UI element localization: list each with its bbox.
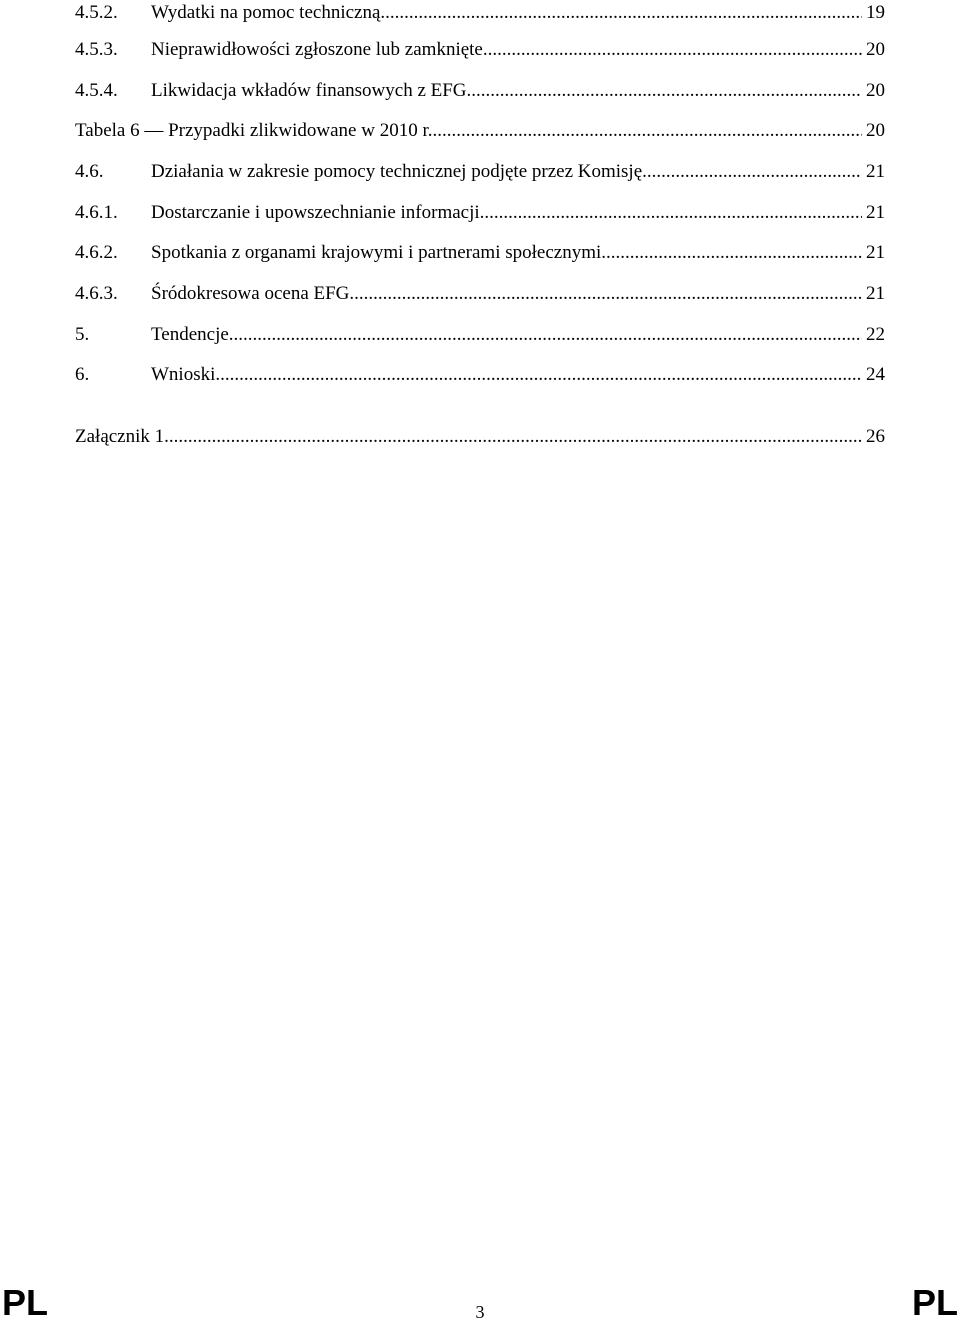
toc-dot-leader <box>480 200 862 226</box>
toc-dot-leader <box>229 322 862 348</box>
toc-dot-leader <box>349 281 862 307</box>
toc-entry-number: 4.6. <box>75 161 104 182</box>
page-number: 3 <box>475 1302 485 1322</box>
toc-entry-title: Tendencje <box>151 324 229 345</box>
toc-entry-title: Tabela 6 — Przypadki zlikwidowane w 2010 r. <box>75 120 433 141</box>
toc-dot-leader <box>164 424 862 450</box>
toc-entry-zalacznik-1[interactable] <box>75 424 885 450</box>
toc-entry-title: Spotkania z organami krajowymi i partnerami społecznymi <box>151 242 602 263</box>
toc-dot-leader <box>601 240 862 266</box>
toc-entry-page: 21 <box>866 283 885 304</box>
toc-entry-number: 4.6.3. <box>75 283 118 304</box>
toc-entry-number: 4.5.2. <box>75 2 118 23</box>
toc-entry-tabela-6[interactable] <box>75 118 885 144</box>
toc-dot-leader <box>432 118 862 144</box>
toc-entry-title: Załącznik 1 <box>75 426 165 447</box>
toc-entry-4-5-2[interactable] <box>75 0 885 26</box>
toc-entry-page: 22 <box>866 324 885 345</box>
toc-entry-4-6-3[interactable] <box>75 281 885 307</box>
toc-entry-number: 4.5.3. <box>75 39 118 60</box>
toc-entry-page: 21 <box>866 161 885 182</box>
toc-entry-page: 26 <box>866 426 885 447</box>
toc-entry-4-5-4[interactable] <box>75 78 885 104</box>
toc-dot-leader <box>483 37 862 63</box>
footer-language-code-right: PL <box>911 1282 958 1323</box>
toc-entry-title: Wydatki na pomoc techniczną <box>151 2 381 23</box>
toc-entry-number: 5. <box>75 324 90 345</box>
toc-entry-5[interactable] <box>75 322 885 348</box>
toc-entry-number: 6. <box>75 364 90 385</box>
toc-entry-title: Działania w zakresie pomocy technicznej podjęte przez Komisję <box>151 161 643 182</box>
toc-entry-page: 20 <box>866 39 885 60</box>
toc-entry-page: 21 <box>866 202 885 223</box>
toc-entry-number: 4.5.4. <box>75 80 118 101</box>
toc-entry-page: 24 <box>866 364 885 385</box>
toc-dot-leader <box>215 362 862 388</box>
toc-entry-6[interactable] <box>75 362 885 388</box>
toc-entry-page: 21 <box>866 242 885 263</box>
toc-dot-leader <box>642 159 862 185</box>
toc-entry-number: 4.6.1. <box>75 202 118 223</box>
toc-entry-title: Wnioski <box>151 364 216 385</box>
toc-entry-page: 20 <box>866 120 885 141</box>
toc-entry-title: Likwidacja wkładów finansowych z EFG <box>151 80 467 101</box>
toc-entry-title: Śródokresowa ocena EFG <box>151 283 350 304</box>
toc-dot-leader <box>380 0 862 26</box>
toc-entry-4-6[interactable] <box>75 159 885 185</box>
toc-entry-title: Nieprawidłowości zgłoszone lub zamknięte <box>151 39 483 60</box>
toc-entry-page: 19 <box>866 2 885 23</box>
toc-entry-page: 20 <box>866 80 885 101</box>
footer-language-code-left: PL <box>2 1282 49 1323</box>
toc-entry-number: 4.6.2. <box>75 242 118 263</box>
toc-entry-4-6-1[interactable] <box>75 200 885 226</box>
toc-entry-4-5-3[interactable] <box>75 37 885 63</box>
toc-dot-leader <box>467 78 862 104</box>
toc-entry-4-6-2[interactable] <box>75 240 885 266</box>
toc-entry-title: Dostarczanie i upowszechnianie informacji <box>151 202 480 223</box>
